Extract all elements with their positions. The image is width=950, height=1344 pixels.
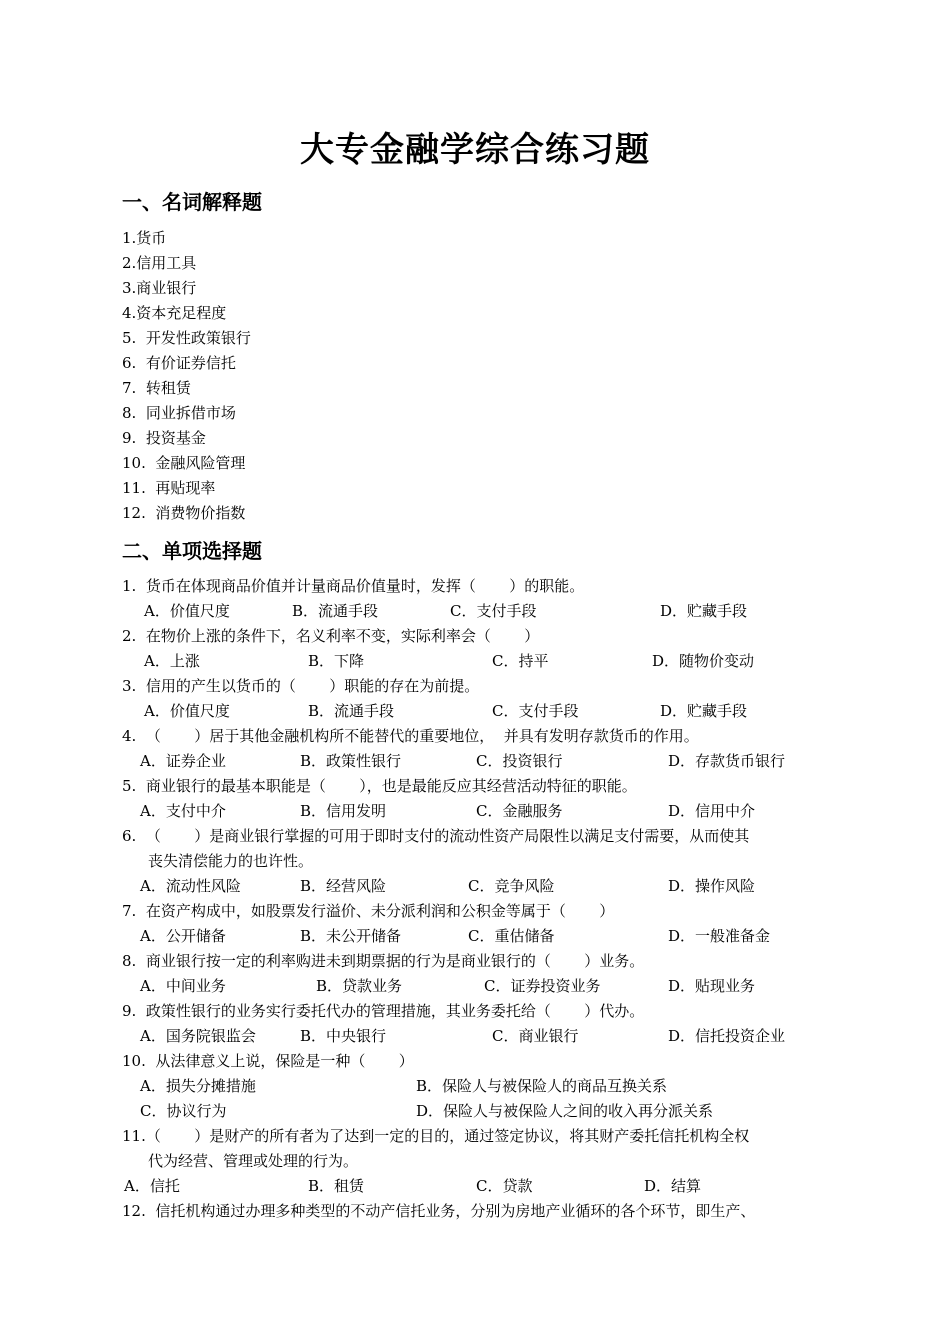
- answer-option: D．随物价变动: [652, 652, 755, 670]
- question-text: 11.（ ）是财产的所有者为了达到一定的目的，通过签定协议，将其财产委托信托机构全权: [122, 1127, 750, 1145]
- answer-option: B．流通手段: [308, 702, 395, 720]
- answer-option: B．贷款业务: [316, 977, 403, 995]
- answer-option: B．中央银行: [300, 1027, 387, 1045]
- options-row: [122, 1099, 842, 1124]
- answer-option: B．租赁: [308, 1177, 365, 1195]
- question-list: [122, 574, 842, 1224]
- answer-option: C．商业银行: [492, 1027, 579, 1045]
- answer-option: C．投资银行: [476, 752, 563, 770]
- list-item: 9. 投资基金: [122, 429, 206, 447]
- answer-option: D．结算: [644, 1177, 702, 1195]
- list-item: 6. 有价证券信托: [122, 354, 236, 372]
- question-text: 1. 货币在体现商品价值并计量商品价值量时，发挥（ ）的职能。: [122, 577, 585, 595]
- list-item: 2.信用工具: [122, 254, 197, 272]
- question-text: 8. 商业银行按一定的利率购进未到期票据的行为是商业银行的（ ）业务。: [122, 952, 645, 970]
- answer-option: B．信用发明: [300, 802, 387, 820]
- question-text: 4. （ ）居于其他金融机构所不能替代的重要地位， 并具有发明存款货币的作用。: [122, 727, 699, 745]
- question-text: 5. 商业银行的最基本职能是（ ），也是最能反应其经营活动特征的职能。: [122, 777, 637, 795]
- answer-option: C．持平: [492, 652, 549, 670]
- answer-option: D．贮藏手段: [660, 702, 748, 720]
- question-text: 7. 在资产构成中，如股票发行溢价、未分派利润和公积金等属于（ ）: [122, 902, 615, 920]
- answer-option: C．重估储备: [468, 927, 555, 945]
- options-row: [122, 1074, 842, 1099]
- options-row: [122, 924, 842, 949]
- answer-option: A．国务院银监会: [140, 1027, 256, 1045]
- answer-option: B．保险人与被保险人的商品互换关系: [416, 1077, 668, 1095]
- list-item: 12. 消费物价指数: [122, 504, 246, 522]
- answer-option: C．协议行为: [140, 1102, 227, 1120]
- list-item: 1.货币: [122, 229, 167, 247]
- list-item: 10. 金融风险管理: [122, 454, 246, 472]
- answer-option: A．流动性风险: [140, 877, 241, 895]
- section-heading-terms: 一、名词解释题: [122, 190, 262, 214]
- answer-option: A．损失分摊措施: [140, 1077, 256, 1095]
- answer-option: D．贮藏手段: [660, 602, 748, 620]
- list-item: 11. 再贴现率: [122, 479, 216, 497]
- question-text: 12. 信托机构通过办理多种类型的不动产信托业务，分别为房地产业循环的各个环节，即生产、: [122, 1202, 756, 1220]
- options-row: [122, 799, 842, 824]
- answer-option: A．证券企业: [140, 752, 226, 770]
- answer-option: A．价值尺度: [144, 602, 230, 620]
- answer-option: B．未公开储备: [300, 927, 402, 945]
- question-text: 2. 在物价上涨的条件下，名义利率不变，实际利率会（ ）: [122, 627, 540, 645]
- list-item: 4.资本充足程度: [122, 304, 227, 322]
- answer-option: C．证券投资业务: [484, 977, 601, 995]
- answer-option: C．支付手段: [492, 702, 579, 720]
- answer-option: D．贴现业务: [668, 977, 756, 995]
- answer-option: C．支付手段: [450, 602, 537, 620]
- question-text: 10. 从法律意义上说，保险是一种（ ）: [122, 1052, 414, 1070]
- answer-option: D．保险人与被保险人之间的收入再分派关系: [416, 1102, 714, 1120]
- answer-option: B．流通手段: [292, 602, 379, 620]
- document-title: 大专金融学综合练习题: [300, 130, 650, 170]
- options-row: [122, 1174, 842, 1199]
- answer-option: A．支付中介: [140, 802, 226, 820]
- options-row: [122, 649, 842, 674]
- answer-option: A．公开储备: [140, 927, 226, 945]
- answer-option: D．操作风险: [668, 877, 756, 895]
- answer-option: C．贷款: [476, 1177, 533, 1195]
- options-row: [122, 874, 842, 899]
- answer-option: D．信用中介: [668, 802, 756, 820]
- list-item: 3.商业银行: [122, 279, 197, 297]
- list-item: 8. 同业拆借市场: [122, 404, 236, 422]
- question-text-continued: 丧失清偿能力的也许性。: [148, 852, 314, 870]
- options-row: [122, 699, 842, 724]
- question-text: 9. 政策性银行的业务实行委托代办的管理措施，其业务委托给（ ）代办。: [122, 1002, 645, 1020]
- question-text: 3. 信用的产生以货币的（ ）职能的存在为前提。: [122, 677, 480, 695]
- question-text: 6. （ ）是商业银行掌握的可用于即时支付的流动性资产局限性以满足支付需要，从而使其: [122, 827, 750, 845]
- answer-option: D．信托投资企业: [668, 1027, 786, 1045]
- answer-option: A．上涨: [144, 652, 200, 670]
- answer-option: A．信托: [124, 1177, 180, 1195]
- answer-option: A．中间业务: [140, 977, 226, 995]
- options-row: [122, 749, 842, 774]
- answer-option: B．下降: [308, 652, 365, 670]
- options-row: [122, 599, 842, 624]
- answer-option: A．价值尺度: [144, 702, 230, 720]
- answer-option: D．一般准备金: [668, 927, 771, 945]
- options-row: [122, 1024, 842, 1049]
- options-row: [122, 974, 842, 999]
- answer-option: B．经营风险: [300, 877, 387, 895]
- answer-option: C．金融服务: [476, 802, 563, 820]
- answer-option: B．政策性银行: [300, 752, 402, 770]
- list-item: 7. 转租赁: [122, 379, 191, 397]
- list-item: 5. 开发性政策银行: [122, 329, 251, 347]
- section-heading-choice: 二、单项选择题: [122, 539, 262, 563]
- terms-list: [122, 226, 251, 526]
- question-text-continued: 代为经营、管理或处理的行为。: [148, 1152, 359, 1170]
- answer-option: C．竞争风险: [468, 877, 555, 895]
- answer-option: D．存款货币银行: [668, 752, 786, 770]
